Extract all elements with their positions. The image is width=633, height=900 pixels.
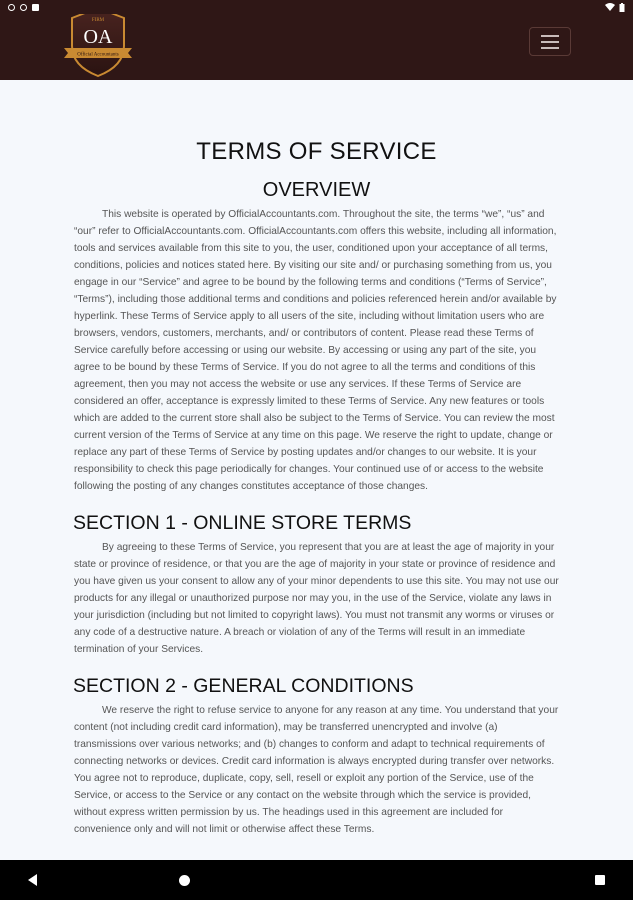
recent-apps-icon[interactable] <box>595 875 605 885</box>
home-icon[interactable] <box>179 875 190 886</box>
main-content <box>0 80 633 860</box>
overview-text: This website is operated by OfficialAccountants.com. Throughout the site, the terms “we”, “us” and “our” refer to OfficialAccountants.com. OfficialAccountants.com offers this website, including all information, tools and services available from this site to you, the user, conditioned upon your acceptance of all terms, conditions, policies and notices stated here. By visiting our site and/ or purchasing something from us, you engage in our “Service” and agree to be bound by the following terms and conditions (“Terms of Service”, “Terms”), including those additional terms and conditions and policies referenced herein and/or available by hyperlink. These Terms of Service apply to all users of the site, including without limitation users who are browsers, vendors, customers, merchants, and/ or contributors of content. Please read these Terms of Service carefully before accessing or using our website. By accessing or using any part of the site, you agree to be bound by these Terms of Service. If you do not agree to all the terms and conditions of this agreement, then you may not access the website or use any services. If these Terms of Service are considered an offer, acceptance is expressly limited to these Terms of Service. Any new features or tools which are added to the current store shall also be subject to the Terms of Service. You can review the most current version of the Terms of Service at any time on this page. We reserve the right to update, change or replace any part of these Terms of Service by posting updates and/or changes to our website. It is your responsibility to check this page periodically for changes. Your continued use of or access to the website following the posting of any changes constitutes acceptance of those changes. <box>74 209 557 492</box>
menu-icon-bar <box>541 47 559 49</box>
status-bar <box>0 0 633 14</box>
logo[interactable] <box>62 6 134 78</box>
logo-ribbon-text: Official Accountants <box>77 52 119 58</box>
system-nav-bar <box>0 860 633 900</box>
hamburger-menu-button[interactable] <box>529 27 571 56</box>
section1-heading: SECTION 1 - ONLINE STORE TERMS <box>73 512 412 534</box>
app-icon <box>32 4 39 11</box>
menu-icon-bar <box>541 41 559 43</box>
battery-icon <box>619 3 625 12</box>
section2-heading: SECTION 2 - GENERAL CONDITIONS <box>73 675 414 697</box>
logo-initials: OA <box>83 26 113 48</box>
logo-badge: FIRM <box>91 18 105 23</box>
wifi-icon <box>605 3 615 11</box>
menu-icon-bar <box>541 35 559 37</box>
notification-icon <box>8 4 15 11</box>
overview-heading: OVERVIEW <box>262 179 371 201</box>
section2-text: We reserve the right to refuse service to anyone for any reason at any time. You understand that your content (not including credit card information), may be transferred unencrypted and involve (a) transmissions over various networks; and (b) changes to conform and adapt to technical requirements of connecting networks or devices. Credit card information is always encrypted during transfer over networks. You agree not to reproduce, duplicate, copy, sell, resell or exploit any portion of the Service, use of the Service, or access to the Service or any contact on the website through which the service is provided, without express written permission by us. The headings used in this agreement are included for convenience only and will not limit or otherwise affect these Terms. <box>74 705 559 835</box>
page-title: TERMS OF SERVICE <box>196 138 437 165</box>
sync-icon <box>20 4 27 11</box>
section1-text: By agreeing to these Terms of Service, you represent that you are at least the age of majority in your state or province of residence, or that you are the age of majority in your state or province of residence and you have given us your consent to allow any of your minor dependents to use this site. You may not use our products for any illegal or unauthorized purpose nor may you, in the use of the Service, violate any laws in your jurisdiction (including but not limited to copyright laws). You must not transmit any worms or viruses or any code of a destructive nature. A breach or violation of any of the Terms will result in an immediate termination of your Services. <box>74 542 559 655</box>
back-icon[interactable] <box>28 874 37 886</box>
